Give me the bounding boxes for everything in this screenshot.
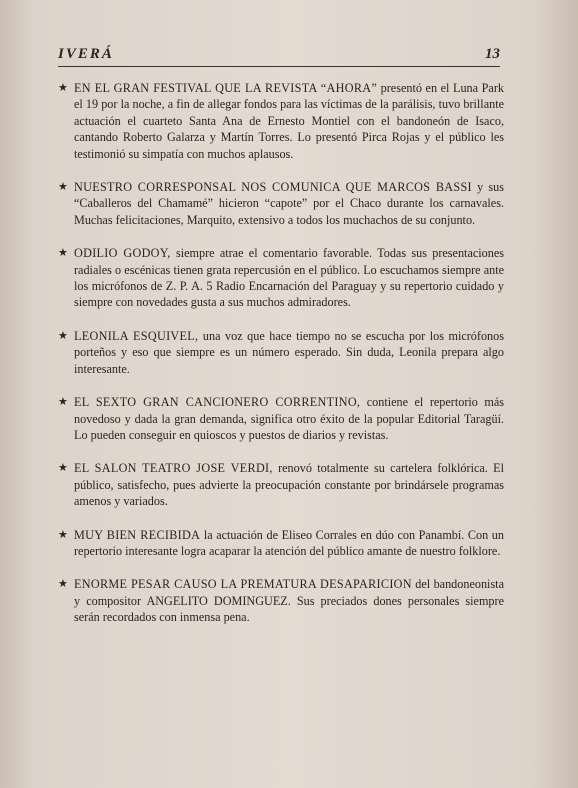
star-icon: ★	[58, 462, 68, 475]
item-lead: ODILIO GODOY,	[74, 246, 171, 261]
item-text: presentó en el Luna Park el 19 por la noche, a fin de allegar fondos para las víctimas de la parálisis, tuvo brillante actuación el cuarteto Santa Ana de Ernesto Montiel con el bandoneón de Isaco, cantando Roberto Galarza y Martín Torres. Lo presentó Pirca Rojas y el público les testimonió su simpatía con muchos aplausos.	[74, 81, 504, 161]
star-icon: ★	[58, 247, 68, 260]
star-icon: ★	[58, 181, 68, 194]
news-item	[58, 328, 504, 377]
news-item	[58, 80, 504, 162]
page-number: 13	[485, 46, 500, 62]
news-items	[58, 80, 504, 643]
item-lead: EL SEXTO GRAN CANCIONERO CORRENTINO,	[74, 395, 361, 410]
star-icon: ★	[58, 82, 68, 94]
item-lead: EL SALON TEATRO JOSE VERDI,	[74, 461, 273, 476]
news-item	[58, 245, 504, 311]
item-text: y sus “Caballeros del Chamamé” hicieron “capote” por el Chaco durante los carnavales. Muchas felicitaciones, Marquito, extensivo a todos los muchachos de su conjunto.	[74, 180, 504, 227]
star-icon: ★	[58, 528, 68, 541]
news-item	[58, 527, 504, 560]
news-item	[58, 394, 504, 443]
item-lead: EN EL GRAN FESTIVAL QUE LA REVISTA “AHORA”	[74, 81, 378, 95]
star-icon: ★	[58, 329, 68, 342]
journal-title: IVERÁ	[58, 46, 114, 62]
item-lead: NUESTRO CORRESPONSAL NOS COMUNICA QUE MARCOS BASSI	[74, 180, 472, 195]
star-icon: ★	[58, 578, 68, 591]
item-lead: ENORME PESAR CAUSO LA PREMATURA DESAPARICION	[74, 577, 412, 592]
item-text: contiene el repertorio más novedoso y dada la gran demanda, significa otro éxito de la popular Editorial Taragüí. Lo pueden conseguir en quioscos y puestos de diarios y revistas.	[74, 395, 504, 442]
item-text: siempre atrae el comentario favorable. Todas sus presentaciones radiales o escénicas tienen grata repercusión en el público. Lo escuchamos siempre ante los micrófonos de Z. P. A. 5 Radio Encarnación del Paraguay y su repertorio cuidado y siempre con novedades gusta a sus muchos admiradores.	[74, 246, 504, 310]
news-item	[58, 460, 504, 509]
item-lead: LEONILA ESQUIVEL,	[74, 328, 199, 343]
item-text: del bandoneonista y compositor ANGELITO DOMINGUEZ. Sus preciados dones personales siempre serán recordados con inmensa pena.	[74, 577, 504, 625]
item-lead: MUY BIEN RECIBIDA	[74, 527, 201, 542]
star-icon: ★	[58, 396, 68, 409]
item-text: una voz que hace tiempo no se escucha por los micrófonos porteños y eso que siempre es un número esperado. Sin duda, Leonila prepara algo interesante.	[74, 328, 504, 376]
page-header	[58, 44, 500, 67]
item-text: renovó totalmente su cartelera folklórica. El público, satisfecho, pues advierte la preocupación constante por brindársele programas amenos y variados.	[74, 461, 504, 509]
news-item	[58, 179, 504, 228]
news-item	[58, 576, 504, 625]
item-text: la actuación de Eliseo Corrales en dúo con Panambí. Con un repertorio interesante logra acaparar la atención del público amante de nuestro folklore.	[74, 527, 504, 558]
